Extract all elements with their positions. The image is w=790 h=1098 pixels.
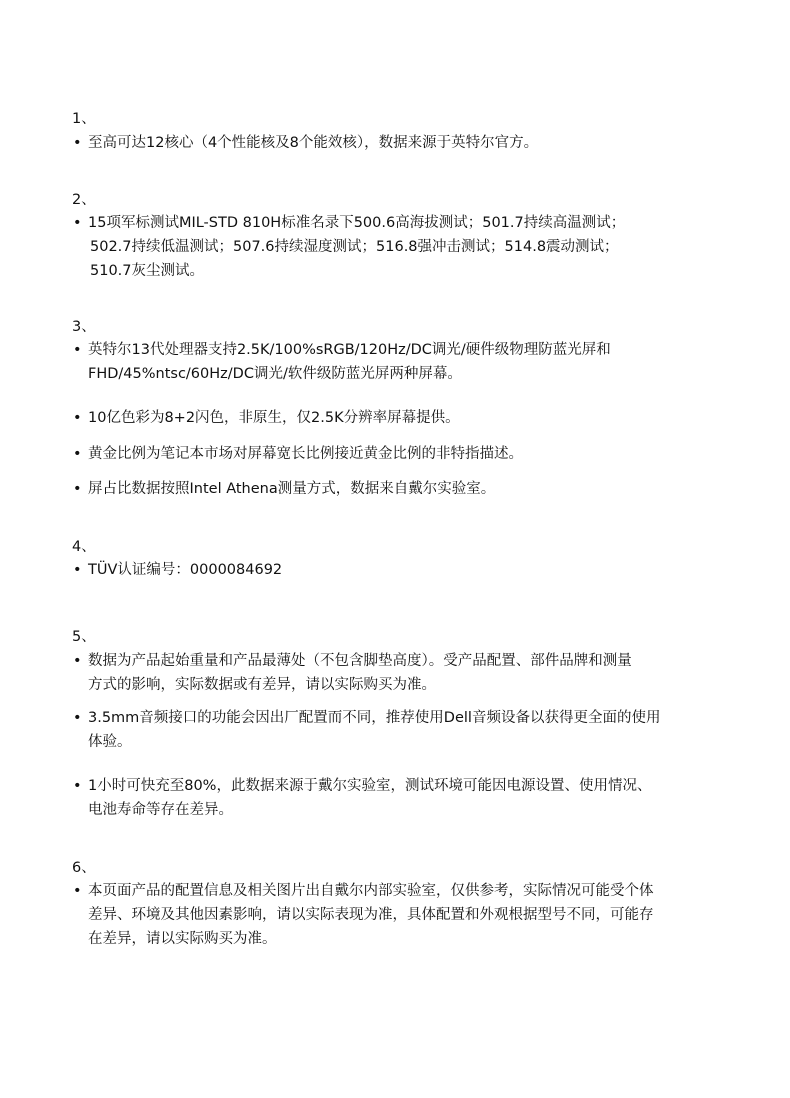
note-line: 英特尔13代处理器支持2.5K/100%sRGB/120Hz/DC调光/硬件级物理防蓝光屏和: [88, 342, 611, 358]
note-line: 方式的影响，实际数据或有差异，请以实际购买为准。: [88, 677, 436, 693]
note-line: 本页面产品的配置信息及相关图片出自戴尔内部实验室，仅供参考，实际情况可能受个体: [88, 883, 654, 899]
note-line: 1小时可快充至80%，此数据来源于戴尔实验室，测试环境可能因电源设置、使用情况、: [88, 778, 652, 794]
bullet-icon: •: [73, 342, 82, 358]
note-line: 体验。: [88, 734, 132, 750]
bullet-icon: •: [73, 562, 82, 578]
bullet-icon: •: [73, 481, 82, 497]
bullet-icon: •: [73, 215, 82, 231]
section-number-4: 4、: [72, 539, 96, 555]
note-line: FHD/45%ntsc/60Hz/DC调光/软件级防蓝光屏两种屏幕。: [88, 366, 462, 382]
bullet-icon: •: [73, 710, 82, 726]
section-number-6: 6、: [72, 860, 96, 876]
section-number-5: 5、: [72, 629, 96, 645]
note-line: 510.7灰尘测试。: [90, 263, 205, 279]
note-line: 电池寿命等存在差异。: [88, 802, 233, 818]
note-line: 10亿色彩为8+2闪色，非原生，仅2.5K分辨率屏幕提供。: [88, 410, 460, 426]
section-number-2: 2、: [72, 192, 96, 208]
bullet-icon: •: [73, 410, 82, 426]
section-number-3: 3、: [72, 319, 96, 335]
bullet-icon: •: [73, 135, 82, 151]
note-line: 3.5mm音频接口的功能会因出厂配置而不同，推荐使用Dell音频设备以获得更全面的使用: [88, 710, 661, 726]
note-line: 数据为产品起始重量和产品最薄处（不包含脚垫高度）。受产品配置、部件品牌和测量: [88, 653, 632, 669]
section-number-1: 1、: [72, 111, 96, 127]
note-line: 黄金比例为笔记本市场对屏幕宽长比例接近黄金比例的非特指描述。: [88, 446, 523, 462]
note-line: TÜV认证编号：0000084692: [88, 562, 283, 578]
note-line: 屏占比数据按照Intel Athena测量方式，数据来自戴尔实验室。: [88, 481, 496, 497]
note-line: 至高可达12核心（4个性能核及8个能效核），数据来源于英特尔官方。: [88, 135, 539, 151]
note-line: 15项军标测试MIL-STD 810H标准名录下500.6高海拔测试；501.7持续高温测试；: [88, 215, 626, 231]
note-line: 502.7持续低温测试；507.6持续湿度测试；516.8强冲击测试；514.8震动测试；: [90, 239, 619, 255]
bullet-icon: •: [73, 778, 82, 794]
bullet-icon: •: [73, 883, 82, 899]
note-line: 在差异，请以实际购买为准。: [88, 931, 277, 947]
bullet-icon: •: [73, 653, 82, 669]
note-line: 差异、环境及其他因素影响，请以实际表现为准，具体配置和外观根据型号不同，可能存: [88, 907, 654, 923]
bullet-icon: •: [73, 446, 82, 462]
